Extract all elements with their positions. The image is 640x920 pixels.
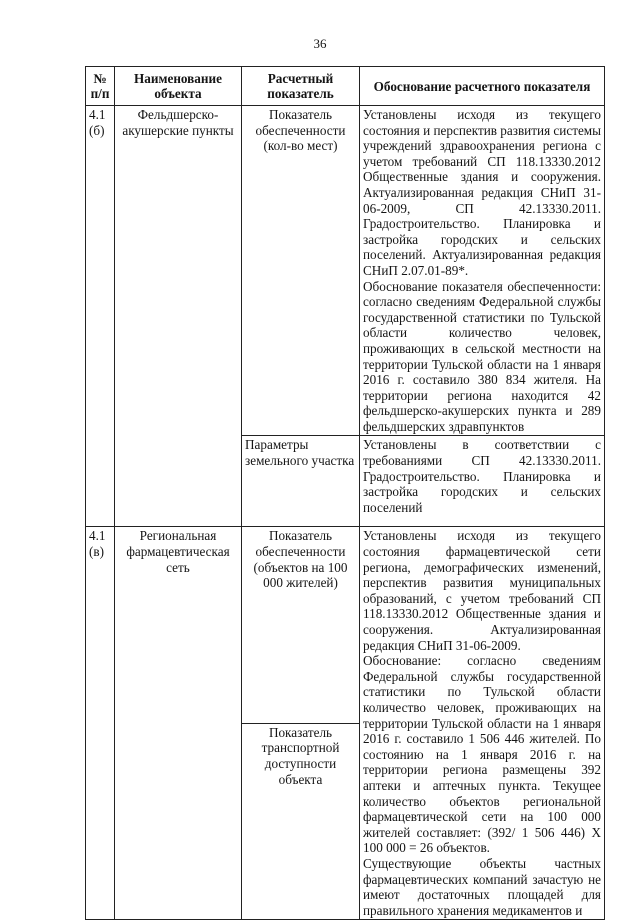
indicator-cell: Показатель транспортной доступности объекта [242,723,360,919]
header-indicator: Расчетный показатель [242,67,360,106]
row-number: 4.1 (б) [86,106,115,527]
indicator-cell: Параметры земельного участка [242,436,360,527]
justification-paragraph: Существующие объекты частных фармацевтических компаний зачастую не имеют достаточных площадей для правильного хранения медикаментов и [363,855,601,918]
row-number: 4.1 (в) [86,527,115,920]
justification-cell [360,436,605,527]
justification-cell [360,527,605,920]
table-row [86,527,605,723]
table-row [86,106,605,436]
header-number: № п/п [86,67,115,106]
header-object-name: Наименование объекта [115,67,242,106]
justification-paragraph: Обоснование показателя обеспеченности: согласно сведениям Федеральной службы государственной статистики по Тульской области количество человек, проживающих в сельской местности на территории Тульской области на 1 января 2016 г. составило 380 834 жителя. На территории региона находится 42 фельдшерско-акушерских пункта и 289 фельдшерских здравпунктов [363,278,601,434]
justification-cell [360,106,605,436]
table-header-row [86,67,605,106]
justification-paragraph: Установлены исходя из текущего состояния фармацевтической сети региона, демографических изменений, перспектив развития муниципальных образований, с учетом требований СП 118.13330.2012 Общественные здания и сооружения. Актуализированная редакция СНиП 31-06-2009. [363,528,601,653]
indicator-cell: Показатель обеспеченности (объектов на 100 000 жителей) [242,527,360,723]
header-justification: Обоснование расчетного показателя [360,67,605,106]
indicator-cell: Показатель обеспеченности (кол-во мест) [242,106,360,436]
standards-table [85,66,605,920]
justification-paragraph: Установлены исходя из текущего состояния и перспектив развития системы учреждений здравоохранения региона с учетом требований СП 118.13330.2012 Общественные здания и сооружения. Актуализированная редакция СНиП 31-06-2009, СП 42.13330.2011. Градостроительство. Планировка и застройка городских и сельских поселений. Актуализированная редакция СНиП 2.07.01-89*. [363,107,602,278]
page-number: 36 [313,36,327,51]
justification-paragraph: Обоснование: согласно сведениям Федеральной службы государственной статистики по Тульской области количество человек, проживающих на территории Тульской области на 1 января 2016 г. составило 1 506 446 жителей. По состоянию на 1 января 2016 г. на территории региона размещены 392 аптеки и аптечных пункта. Текущее количество объектов региональной фармацевтической сети на 100 000 жителей составляет: (392/ 1 506 446) Х 100 000 = 26 объектов. [363,653,601,856]
justification-paragraph: Установлены в соответствии с требованиями СП 42.13330.2011. Градостроительство. Планировка и застройка городских и сельских поселений [363,437,601,515]
object-name: Фельдшерско-акушерские пункты [115,106,242,527]
object-name: Региональная фармацевтическая сеть [115,527,242,920]
